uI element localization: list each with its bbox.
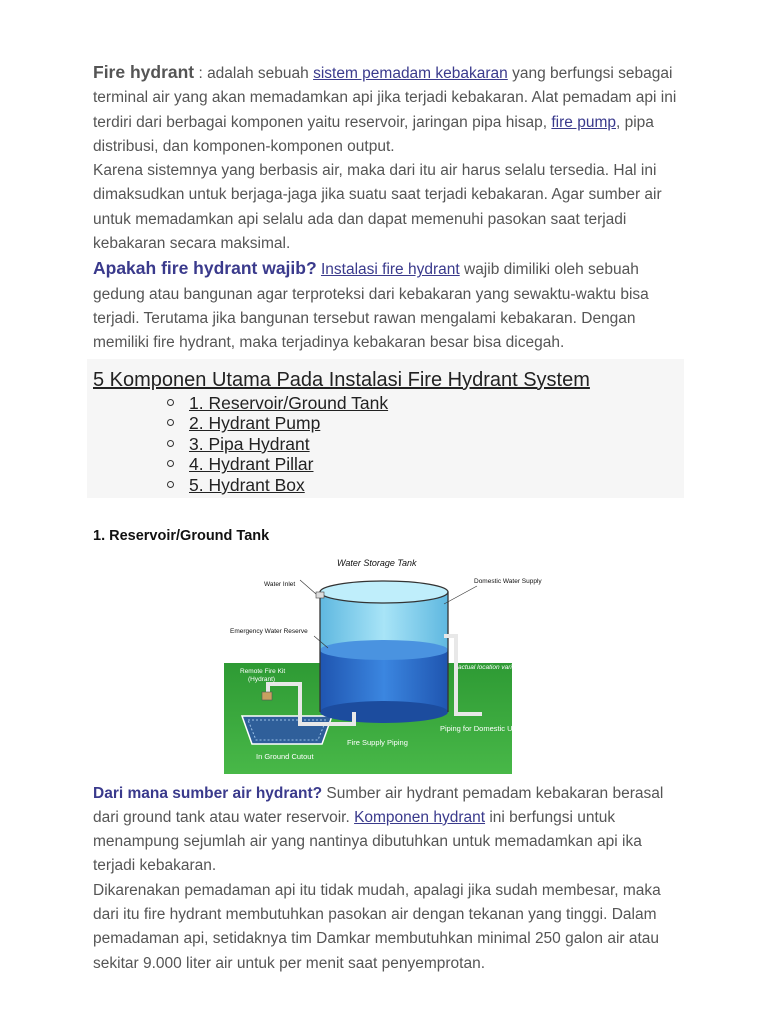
label-ground-cutout: In Ground Cutout (256, 751, 314, 761)
paragraph-2: Karena sistemnya yang berbasis air, maka dari itu air harus selalu tersedia. Hal ini dimaksudkan untuk berjaga-jaga jika suatu saat terjadi kebakaran. Agar sumber air untuk memadamkan api selalu ada dan dapat memenuhi pasokan saat terjadi kebakaran secara maksimal. (93, 162, 662, 253)
toc-item (189, 393, 678, 414)
toc-link-hydrant-pillar[interactable]: 4. Hydrant Pillar (189, 454, 314, 475)
paragraph-3-text: wajib dimiliki oleh sebuah gedung atau bangunan agar terproteksi dari kebakaran yang sewaktu-waktu bisa terjadi. Terutama jika bangunan tersebut rawan mengalami kebakaran. Dengan memiliki fire hydrant, maka terjadinya kebakaran besar bisa dicegah. (93, 261, 649, 352)
toc-list (93, 393, 678, 496)
table-of-contents (87, 359, 684, 498)
toc-item (189, 454, 678, 475)
section-heading-reservoir: 1. Reservoir/Ground Tank (93, 527, 270, 544)
toc-item (189, 413, 678, 434)
link-sistem-pemadam[interactable]: sistem pemadam kebakaran (313, 65, 508, 82)
label-emergency-reserve: Emergency Water Reserve (230, 627, 308, 635)
paragraph-4-text-2: ini berfungsi untuk menampung sejumlah air yang nantinya dibutuhkan untuk memadamkan api ika terjadi kebakaran. (93, 808, 642, 875)
label-fire-supply-piping: Fire Supply Piping (347, 737, 408, 747)
toc-link-reservoir[interactable]: 1. Reservoir/Ground Tank (189, 392, 389, 413)
toc-item (189, 475, 678, 496)
label-actual-location: actual location varies (458, 663, 519, 671)
toc-title[interactable]: 5 Komponen Utama Pada Instalasi Fire Hydrant System (93, 368, 590, 391)
bullet-circle-icon (167, 481, 174, 488)
intro-text-3: , pipa distribusi, dan komponen-komponen output. (93, 113, 654, 155)
question-heading: Apakah fire hydrant wajib? (93, 258, 317, 279)
intro-text-2: yang berfungsi sebagai terminal air yang akan memadamkan api jika terjadi kebakaran. Alat pemadam api ini terdiri dari berbagai komponen yaitu reservoir, jaringan pipa hisap, (93, 65, 677, 131)
toc-link-pipa-hydrant[interactable]: 3. Pipa Hydrant (189, 433, 310, 454)
bullet-circle-icon (167, 440, 174, 447)
link-instalasi-fire-hydrant[interactable]: Instalasi fire hydrant (320, 261, 460, 279)
water-storage-tank-diagram (182, 556, 542, 774)
paragraph-4 (93, 782, 683, 879)
toc-link-hydrant-pump[interactable]: 2. Hydrant Pump (189, 413, 321, 434)
tank-rim (320, 581, 448, 603)
figure-title: Water Storage Tank (337, 557, 417, 568)
paragraph-5: Dikarenakan pemadaman api itu tidak mudah, apalagi jika sudah membesar, maka dari itu fire hydrant membutuhkan pasokan air dengan tekanan yang tinggi. Dalam pemadaman api, setidaknya tim Damkar membutuhkan minimal 250 galon air atau sekitar 9.000 liter air untuk per menit saat penyemprotan. (93, 881, 661, 972)
intro-paragraph (93, 60, 683, 159)
article-content (93, 60, 683, 976)
paragraph-3 (93, 256, 683, 355)
label-remote-fire-kit: Remote Fire Kit (240, 667, 286, 675)
intro-term: Fire hydrant (93, 62, 195, 82)
intro-text-1: adalah sebuah (207, 65, 314, 82)
toc-link-hydrant-box[interactable]: 5. Hydrant Box (189, 474, 305, 495)
intro-separator: : (194, 65, 208, 82)
label-remote-fire-kit-sub: (Hydrant) (248, 675, 276, 683)
toc-item (189, 434, 678, 455)
bullet-circle-icon (167, 399, 174, 406)
paragraph-4-text-1: Sumber air hydrant pemadam kebakaran berasal dari ground tank atau water reservoir. (93, 784, 664, 826)
link-fire-pump[interactable]: fire pump (551, 113, 616, 131)
bullet-circle-icon (167, 419, 174, 426)
bullet-circle-icon (167, 460, 174, 467)
label-water-inlet: Water Inlet (264, 580, 296, 588)
source-question: Dari mana sumber air hydrant? (93, 784, 323, 802)
label-piping-domestic: Piping for Domestic Use (440, 723, 521, 733)
link-komponen-hydrant[interactable]: Komponen hydrant (354, 808, 486, 826)
label-domestic-supply: Domestic Water Supply (474, 577, 542, 585)
